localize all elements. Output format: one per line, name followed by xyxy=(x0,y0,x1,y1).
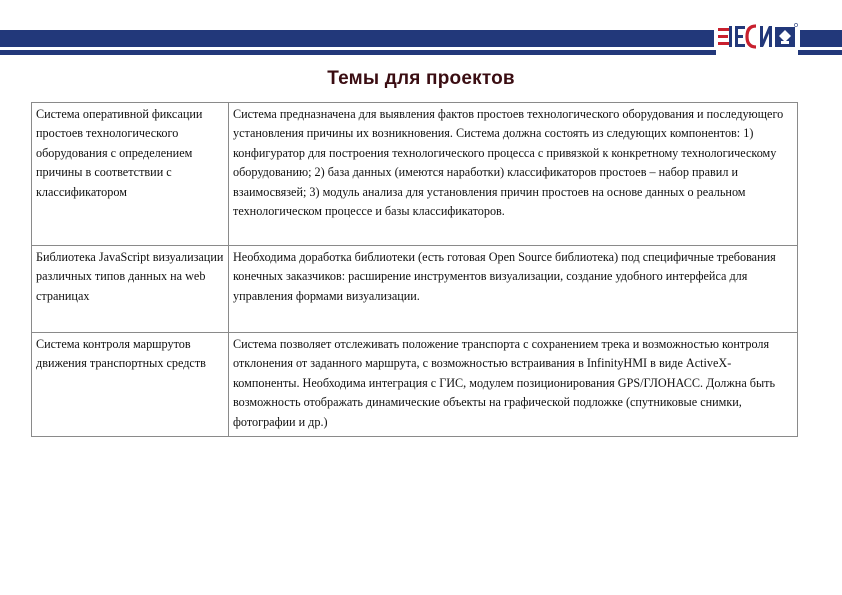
header-band xyxy=(0,30,714,47)
topic-name-cell: Библиотека JavaScript визуализации различных типов данных на web страницах xyxy=(32,246,229,333)
topic-description-cell: Необходима доработка библиотеки (есть готовая Open Source библиотека) под специфичные требования конечных заказчиков: расширение инструментов визуализации, создание удобного интерфейса для управления формами визуализации. xyxy=(229,246,798,333)
page-title: Темы для проектов xyxy=(327,68,515,89)
topic-description-cell: Система позволяет отслеживать положение транспорта с сохранением трека и возможностью контроля отклонения от заданного маршрута, с возможностью встраивания в InfinityHMI в виде ActiveX-компоненты. Необходима интеграция с ГИС, модулем позиционирования GPS/ГЛОНАСС. Должна быть возможность отображать динамические объекты на графической подложке (спутниковые снимки, фотографии и др.) xyxy=(229,333,798,437)
topic-name-cell: Система оперативной фиксации простоев технологического оборудования с определением причины в соответствии с классификатором xyxy=(32,103,229,246)
topic-name-cell: Система контроля маршрутов движения транспортных средств xyxy=(32,333,229,437)
company-logo xyxy=(716,17,798,55)
table-row xyxy=(32,246,798,333)
table-row xyxy=(32,103,798,246)
topics-table xyxy=(31,102,798,437)
table-row xyxy=(32,333,798,437)
header-band-right xyxy=(800,30,842,47)
topic-description-cell: Система предназначена для выявления фактов простоев технологического оборудования и последующего установления причины их возникновения. Система должна состоять из следующих компонентов: 1) конфигуратор для построения технологического процесса с привязкой к конкретному технологическому оборудованию; 2) база данных (имеются наработки) классификаторов простоев – набор правил и взаимосвязей; 3) модуль анализа для установления причин простоев на основе данных о реальном технологическом процессе и базы классификаторов. xyxy=(229,103,798,246)
